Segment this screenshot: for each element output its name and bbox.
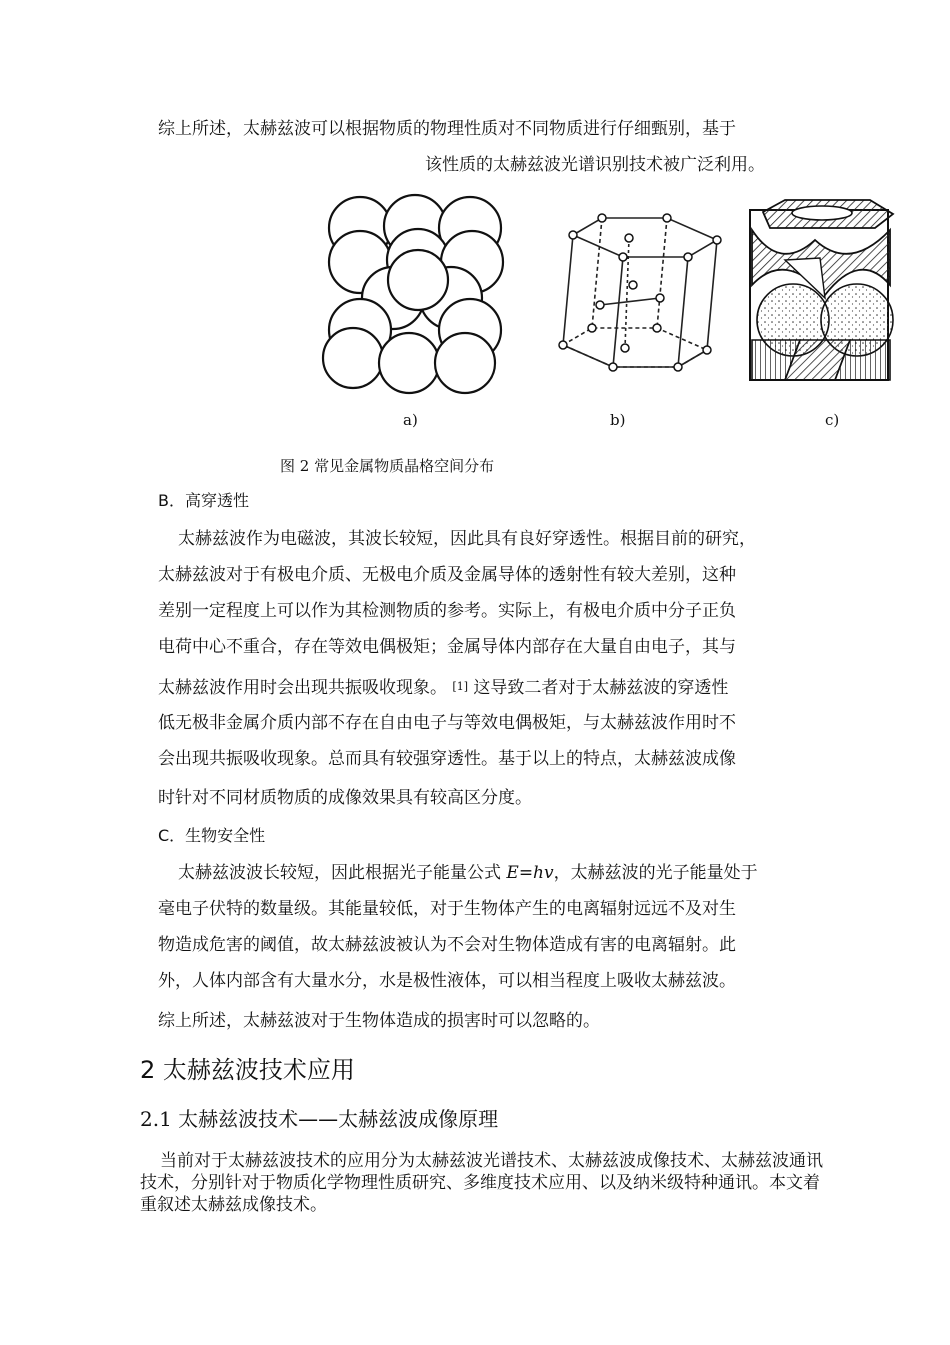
heading-2-1-text: 太赫兹波技术——太赫兹波成像原理: [178, 1107, 499, 1131]
section-b-line-4: 电荷中心不重合，存在等效电偶极矩；金属导体内部存在大量自由电子，其与: [158, 637, 736, 657]
figure-a-sphere-packing: [323, 195, 503, 393]
section-b-line-5: [158, 676, 728, 699]
section-c-line-1-post: ，太赫兹波的光子能量处于: [553, 863, 758, 883]
section-b-line-3: 差别一定程度上可以作为其检测物质的参考。实际上，有极电介质中分子正负: [158, 601, 736, 621]
heading-2-1: [140, 1103, 498, 1132]
figure-b-atoms: [559, 214, 721, 371]
section-b-line-2: 太赫兹波对于有极电介质、无极电介质及金属导体的透射性有较大差别，这种: [158, 565, 736, 585]
section-c-title: C．生物安全性: [158, 826, 266, 845]
section-b-line-5-tail: 这导致二者对于太赫兹波的穿透性: [473, 678, 729, 698]
lattice-figure: [315, 180, 915, 440]
figure-b-hexagonal-cell: [563, 218, 717, 367]
energy-formula: E=hv: [506, 863, 554, 883]
figure-label-b: b): [610, 411, 626, 429]
figure-label-a: a): [403, 411, 418, 429]
section-b-line-6: 低无极非金属介质内部不存在自由电子与等效电偶极矩，与太赫兹波作用时不: [158, 713, 736, 733]
section-b-line-5-text: 太赫兹波作用时会出现共振吸收现象。: [158, 678, 447, 698]
citation-ref: [1]: [452, 680, 468, 693]
section-c-line-2: 毫电子伏特的数量级。其能量较低，对于生物体产生的电离辐射远远不及对生: [158, 899, 736, 919]
figure-label-c: c): [825, 411, 840, 429]
section-b-title: B．高穿透性: [158, 491, 249, 510]
heading-2: 2 太赫兹波技术应用: [140, 1056, 355, 1084]
heading-2-1-number: 2.1: [140, 1107, 179, 1131]
section-b-line-1: 太赫兹波作为电磁波，其波长较短，因此具有良好穿透性。根据目前的研究，: [178, 529, 756, 549]
figure-c-cutaway-packing: [750, 200, 893, 380]
section-c-line-4: 外，人体内部含有大量水分，水是极性液体，可以相当程度上吸收太赫兹波。: [158, 971, 736, 991]
intro-line-2: 该性质的太赫兹波光谱识别技术被广泛利用。: [425, 155, 765, 175]
section-c-line-1: [178, 862, 758, 884]
section-c-line-3: 物造成危害的阈值，故太赫兹波被认为不会对生物体造成有害的电离辐射。此: [158, 935, 736, 955]
figure-caption: 图 2 常见金属物质晶格空间分布: [280, 457, 495, 475]
section-b-line-8: 时针对不同材质物质的成像效果具有较高区分度。: [158, 788, 532, 808]
intro-line-1: 综上所述，太赫兹波可以根据物质的物理性质对不同物质进行仔细甄别，基于: [158, 119, 736, 139]
section-c-line-1-pre: 太赫兹波波长较短，因此根据光子能量公式: [178, 863, 507, 883]
section-2-1-paragraph: 当前对于太赫兹波技术的应用分为太赫兹波光谱技术、太赫兹波成像技术、太赫兹波通讯技术，分别针对于物质化学物理性质研究、多维度技术应用、以及纳米级特种通讯。本文着重叙述太赫兹成像技术。: [140, 1151, 823, 1215]
section-c-line-5: 综上所述，太赫兹波对于生物体造成的损害时可以忽略的。: [158, 1011, 600, 1031]
section-b-line-7: 会出现共振吸收现象。总而具有较强穿透性。基于以上的特点，太赫兹波成像: [158, 749, 736, 769]
